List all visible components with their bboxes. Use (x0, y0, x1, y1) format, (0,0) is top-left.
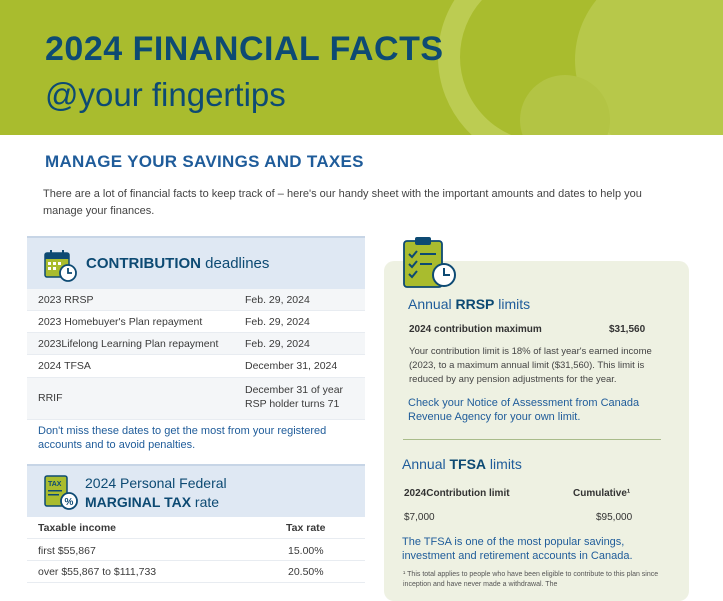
table-row (27, 539, 365, 561)
deadline-date: December 31 of year RSP holder turns 71 (245, 384, 344, 410)
deadline-date: December 31, 2024 (245, 360, 338, 372)
tfsa-col-cumulative: Cumulative¹ (573, 488, 631, 499)
contribution-title: CONTRIBUTION deadlines (86, 255, 270, 272)
tax-icon-text: TAX (48, 481, 62, 488)
contribution-header (27, 236, 365, 290)
tax-rate: 15.00% (288, 545, 324, 557)
table-row (27, 289, 365, 311)
table-row (27, 311, 365, 333)
tfsa-col-limit: 2024Contribution limit (404, 488, 510, 499)
deadline-date: Feb. 29, 2024 (245, 316, 310, 328)
table-row (27, 378, 365, 420)
tfsa-footnote: ¹ This total applies to people who have been eligible to contribute to this plan since inception and have never made a withdrawal. The (403, 571, 659, 588)
column-header-rate: Tax rate (286, 522, 326, 534)
tax-title: 2024 Personal Federal MARGINAL TAX rate (85, 475, 227, 510)
divider (403, 439, 661, 440)
deadline-item: 2023 Homebuyer's Plan repayment (38, 316, 203, 328)
rrsp-noa-note: Check your Notice of Assessment from Canada Revenue Agency for your own limit. (408, 397, 640, 423)
intro-text: There are a lot of financial facts to keep track of – here's our handy sheet with the important amounts and dates to help you manage your finances. (43, 188, 642, 217)
contribution-note: Don't miss these dates to get the most from your registered accounts and to avoid penalties. (38, 425, 327, 451)
tax-document-icon (44, 475, 78, 511)
deadline-item: RRIF (38, 392, 63, 404)
table-row (27, 355, 365, 378)
column-header-income: Taxable income (38, 522, 117, 534)
rrsp-title: Annual RRSP limits (408, 296, 531, 312)
page-subtitle: @your fingertips (45, 76, 286, 113)
section-heading: MANAGE YOUR SAVINGS AND TAXES (45, 152, 364, 171)
table-header-row (27, 517, 365, 539)
deadline-date: Feb. 29, 2024 (245, 294, 310, 306)
table-row (27, 561, 365, 583)
rrsp-max-value: $31,560 (609, 324, 646, 335)
table-row (27, 333, 365, 355)
income-bracket: first $55,867 (38, 545, 96, 557)
tax-header (27, 464, 365, 518)
deadline-item: 2024 TFSA (38, 360, 91, 372)
deadline-item: 2023Lifelong Learning Plan repayment (38, 338, 219, 350)
tfsa-limit-value: $7,000 (404, 512, 435, 523)
tfsa-cumulative-value: $95,000 (596, 512, 633, 523)
deadline-item: 2023 RRSP (38, 294, 94, 306)
tax-table (27, 517, 365, 583)
clipboard-checklist-icon (402, 235, 460, 289)
page-title: 2024 FINANCIAL FACTS (45, 30, 444, 68)
deadline-date: Feb. 29, 2024 (245, 338, 310, 350)
tfsa-blurb: The TFSA is one of the most popular savings, investment and retirement accounts in Canada. (402, 536, 633, 562)
rrsp-description: Your contribution limit is 18% of last year's earned income (2023, to a maximum annual limit ($31,560). This limit is reduced by any pension adjustments for the year. (409, 346, 652, 385)
header-banner (0, 0, 723, 135)
calendar-clock-icon (44, 249, 78, 283)
rrsp-max-label: 2024 contribution maximum (409, 324, 542, 335)
svg-text:%: % (64, 497, 74, 508)
tfsa-title: Annual TFSA limits (402, 456, 522, 472)
income-bracket: over $55,867 to $111,733 (38, 566, 157, 578)
contribution-table (27, 289, 365, 420)
tax-rate: 20.50% (288, 566, 324, 578)
